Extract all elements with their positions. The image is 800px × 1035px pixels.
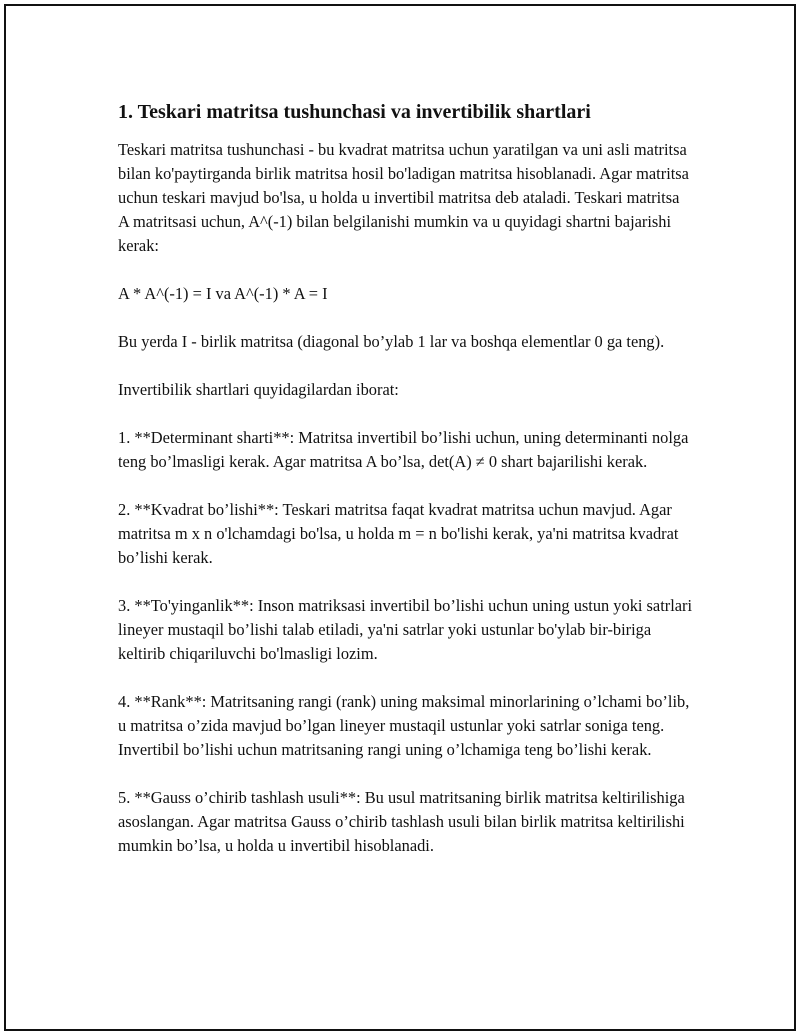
- page-frame: [4, 4, 796, 1031]
- intro-paragraph: Teskari matritsa tushunchasi - bu kvadrat matritsa uchun yaratilgan va uni asli matritsa bilan ko'paytirganda birlik matritsa hosil bo'ladigan matritsa hisoblanadi. Agar matritsa uchun teskari mavjud bo'lsa, u holda u invertibil matritsa deb ataladi. Teskari matritsa A matritsasi uchun, A^(-1) bilan belgilanishi mumkin va u quyidagi shartni bajarishi kerak:: [118, 140, 689, 255]
- condition-gauss: 5. **Gauss o’chirib tashlash usuli**: Bu usul matritsaning birlik matritsa keltirilishiga asoslangan. Agar matritsa Gauss o’chirib tashlash usuli bilan birlik matritsa keltirilishi mumkin bo’lsa, u holda u invertibil hisoblanadi.: [118, 788, 685, 855]
- condition-rank: 4. **Rank**: Matritsaning rangi (rank) uning maksimal minorlarining o’lchami bo’lib, u matritsa o’zida mavjud bo’lgan lineyer mustaqil ustunlar yoki satrlar soniga teng. Invertibil bo’lishi uchun matritsaning rangi uning o’lchamiga teng bo’lishi kerak.: [118, 692, 690, 759]
- inverse-equation: A * A^(-1) = I va A^(-1) * A = I: [118, 284, 328, 303]
- condition-square: 2. **Kvadrat bo’lishi**: Teskari matritsa faqat kvadrat matritsa uchun mavjud. Agar matritsa m x n o'lchamdagi bo'lsa, u holda m = n bo'lishi kerak, ya'ni matritsa kvadrat bo’lishi kerak.: [118, 500, 679, 567]
- condition-determinant: 1. **Determinant sharti**: Matritsa invertibil bo’lishi uchun, uning determinanti nolga teng bo’lmasligi kerak. Agar matritsa A bo’lsa, det(A) ≠ 0 shart bajarilishi kerak.: [118, 428, 689, 471]
- condition-independence: 3. **To'yinganlik**: Inson matriksasi invertibil bo’lishi uchun uning ustun yoki satrlari lineyer mustaqil bo’lishi talab etiladi, ya'ni satrlar yoki ustunlar bo'ylab bir-biriga keltirib chiqariluvchi bo'lmasligi lozim.: [118, 596, 693, 663]
- identity-note-paragraph: Bu yerda I - birlik matritsa (diagonal bo’ylab 1 lar va boshqa elementlar 0 ga teng).: [118, 332, 665, 351]
- conditions-intro-paragraph: Invertibilik shartlari quyidagilardan iborat:: [118, 380, 399, 399]
- section-heading: 1. Teskari matritsa tushunchasi va invertibilik shartlari: [118, 101, 591, 123]
- document-body: [118, 98, 693, 858]
